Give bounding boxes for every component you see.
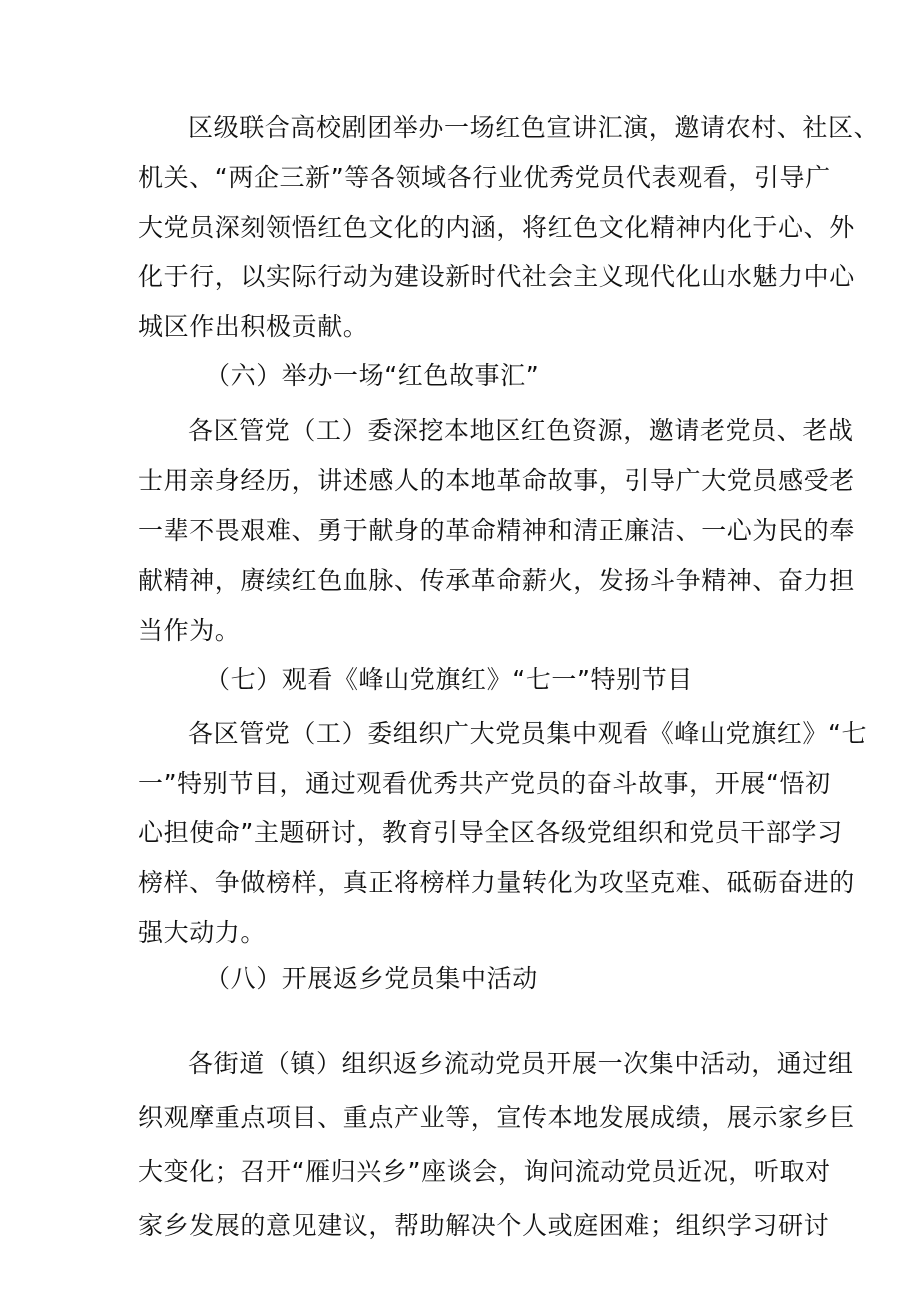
paragraph-line: 献精神，赓续红色血脉、传承革命薪火，发扬斗争精神、奋力担 [138,566,855,595]
paragraph-line: 大变化；召开“雁归兴乡”座谈会，询问流动党员近况，听取对 [138,1157,831,1186]
paragraph-line: 士用亲身经历，讲述感人的本地革命故事，引导广大党员感受老 [138,466,855,495]
paragraph-line: 榜样、争做榜样，真正将榜样力量转化为攻坚克难、砥砺奋进的 [138,868,855,897]
paragraph-line: 城区作出积极贡献。 [138,312,369,341]
paragraph-line: 织观摩重点项目、重点产业等，宣传本地发展成绩，展示家乡巨 [138,1103,855,1132]
paragraph-line: 各区管党（工）委组织广大党员集中观看《峰山党旗红》“七 [188,719,868,748]
paragraph-line: 化于行，以实际行动为建设新时代社会主义现代化山水魅力中心 [138,262,855,291]
paragraph-line: 各街道（镇）组织返乡流动党员开展一次集中活动，通过组 [188,1049,854,1078]
paragraph-line: 强大动力。 [138,918,267,947]
paragraph-line: 家乡发展的意见建议，帮助解决个人或庭困难；组织学习研讨 [138,1211,830,1240]
section-heading-7: （七）观看《峰山党旗红》“七一”特别节目 [205,665,693,694]
paragraph-line: 各区管党（工）委深挖本地区红色资源，邀请老党员、老战 [188,416,854,445]
paragraph-line: 大党员深刻领悟红色文化的内涵，将红色文化精神内化于心、外 [138,213,855,242]
paragraph-line: 心担使命”主题研讨，教育引导全区各级党组织和党员干部学习 [138,818,843,847]
paragraph-line: 一辈不畏艰难、勇于献身的革命精神和清正廉洁、一心为民的奉 [138,516,855,545]
paragraph-line: 机关、“两企三新”等各领域各行业优秀党员代表观看，引导广 [138,163,831,192]
section-heading-8: （八）开展返乡党员集中活动 [205,964,538,993]
paragraph-line: 当作为。 [138,616,241,645]
section-heading-6: （六）举办一场“红色故事汇” [205,361,540,390]
paragraph-line: 一”特别节目，通过观看优秀共产党员的奋斗故事，开展“悟初 [138,769,831,798]
paragraph-line: 区级联合高校剧团举办一场红色宣讲汇演，邀请农村、社区、 [188,113,880,142]
